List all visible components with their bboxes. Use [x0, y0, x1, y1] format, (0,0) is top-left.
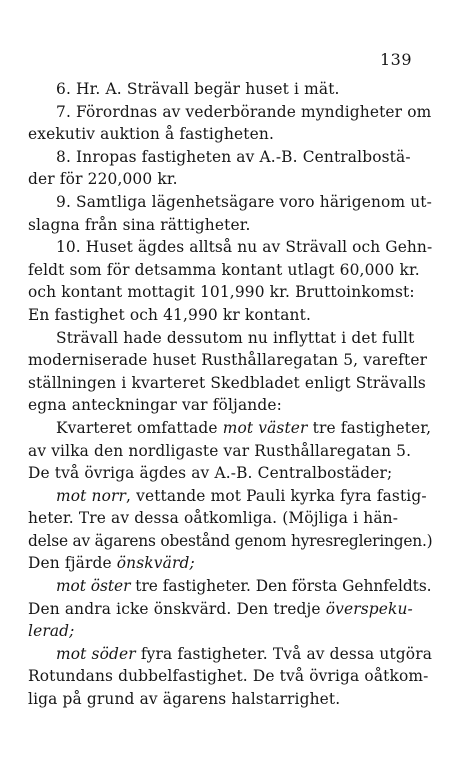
text-line — [28, 349, 432, 372]
text-segment: 7. Förordnas av vederbörande myndigheter om — [56, 102, 432, 121]
page-number: 139 — [379, 50, 412, 69]
text-line — [28, 530, 432, 553]
text-segment: egna anteckningar var följande: — [28, 396, 282, 415]
text-line — [28, 168, 432, 191]
text-segment: 6. Hr. A. Strävall begär huset i mät. — [56, 80, 340, 98]
text-segment: heter. Tre av dessa oåtkomliga. (Möjliga i hän- — [28, 509, 399, 528]
italic-text: mot öster — [56, 577, 131, 596]
text-line — [28, 214, 432, 237]
text-segment: slagna från sina rättigheter. — [28, 215, 251, 234]
text-line — [28, 304, 432, 327]
text-segment: Den fjärde — [28, 554, 117, 573]
text-line — [28, 485, 432, 508]
text-segment: exekutiv auktion å fastigheten. — [28, 125, 274, 144]
text-line — [28, 665, 432, 688]
text-segment: feldt som för detsamma kontant utlagt 60,000 kr. — [28, 260, 420, 279]
text-line — [28, 552, 432, 575]
text-segment: Strävall hade dessutom nu inflyttat i det fullt — [56, 328, 415, 347]
text-line — [28, 440, 432, 463]
text-line — [28, 327, 432, 350]
text-line — [28, 507, 432, 530]
text-line — [28, 620, 432, 643]
text-segment: och kontant mottagit 101,990 kr. Bruttoinkomst: — [28, 283, 415, 302]
text-line — [28, 236, 432, 259]
text-segment: Rotundans dubbelfastighet. De två övriga oåtkom- — [28, 667, 429, 686]
text-line — [28, 575, 432, 598]
italic-text: lerad; — [28, 622, 75, 641]
text-line — [28, 462, 432, 485]
text-segment: ställningen i kvarteret Skedbladet enligt Strävalls — [28, 373, 426, 392]
text-segment: 10. Huset ägdes alltså nu av Strävall och Gehn- — [56, 238, 433, 257]
text-line — [28, 598, 432, 621]
text-segment: En fastighet och 41,990 kr kontant. — [28, 305, 311, 324]
text-segment: 9. Samtliga lägenhetsägare voro härigenom ut- — [56, 192, 432, 211]
text-segment: moderniserade huset Rusthållaregatan 5, varefter — [28, 351, 428, 370]
italic-text: mot norr — [56, 486, 127, 505]
italic-text: överspeku- — [325, 599, 413, 618]
text-line — [28, 281, 432, 304]
text-line — [28, 78, 432, 101]
text-line — [28, 101, 432, 124]
text-segment: 8. Inropas fastigheten av A.-B. Centralbostä- — [56, 147, 411, 166]
text-line — [28, 394, 432, 417]
text-line — [28, 191, 432, 214]
text-segment: tre fastigheter, — [307, 418, 432, 437]
text-segment: , vettande mot Pauli kyrka fyra fastig- — [126, 486, 427, 505]
text-segment: Den andra icke önskvärd. Den tredje — [28, 599, 326, 618]
text-line — [28, 643, 432, 666]
text-segment: av vilka den nordligaste var Rusthållaregatan 5. — [28, 441, 412, 460]
text-line — [28, 372, 432, 395]
text-segment: De två övriga ägdes av A.-B. Centralbostäder; — [28, 464, 393, 483]
text-line — [28, 259, 432, 282]
text-segment: der för 220,000 kr. — [28, 170, 178, 189]
text-segment: Kvarteret omfattade — [56, 418, 223, 437]
text-line — [28, 417, 432, 440]
text-segment: delse av ägarens obestånd genom hyresregleringen.) — [28, 531, 433, 550]
text-segment: tre fastigheter. Den första Gehnfeldts. — [130, 577, 432, 596]
body-text — [28, 78, 432, 711]
italic-text: mot väster — [222, 418, 308, 437]
text-line — [28, 146, 432, 169]
text-line — [28, 123, 432, 146]
text-segment: liga på grund av ägarens halstarrighet. — [28, 690, 341, 709]
italic-text: önskvärd; — [116, 554, 195, 573]
text-segment: fyra fastigheter. Två av dessa utgöra — [135, 644, 433, 663]
italic-text: mot söder — [56, 644, 136, 663]
text-line — [28, 688, 432, 711]
